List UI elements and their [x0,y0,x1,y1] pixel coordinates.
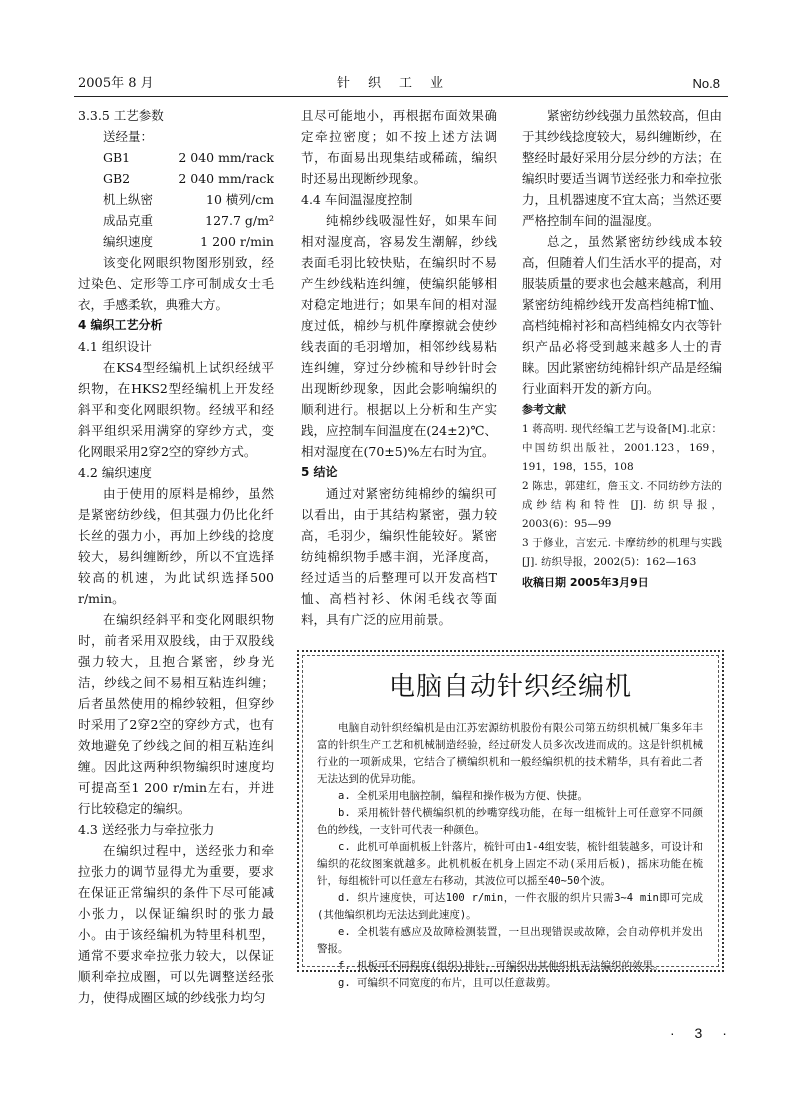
reference-item: 1 蒋高明. 现代经编工艺与设备[M].北京：中国纺织出版社，2001.123，169，191，198，155，108 [522,423,722,473]
param-value: 1 200 r/min [200,234,274,249]
header-issue: No.8 [692,76,720,91]
section-heading-4-1: 4.1 组织设计 [78,339,152,354]
paragraph-continued: 且尽可能地小，再根据布面效果确定牵拉密度；如不按上述方法调节，布面易出现集结或稀疏，编织时还易出现断纱现象。 [301,108,497,186]
param-value: 10 横列/cm [206,192,274,207]
paragraph: 总之，虽然紧密纺纱线成本较高，但随着人们生活水平的提高，对服装质量的要求也会越来越高，利用紧密纺纯棉纱线开发高档纯棉T恤、高档纯棉衬衫和高档纯棉女内衣等针织产品必将受到越来越多人士的青睐。因此紧密纺纯棉针织产品是经编行业面料开发的新方向。 [522,234,723,396]
param-value: 2 040 mm/rack [178,150,274,165]
ad-feature-item: g. 可编织不同宽度的布片，且可以任意裁剪。 [338,977,557,989]
paragraph: 在编织经斜平和变化网眼织物时，前者采用双股线，由于双股线强力较大，且抱合紧密，纱身光洁，纱线之间不易相互粘连纠缠；后者虽然使用的棉纱较粗，但穿纱时采用了2穿2空的穿纱方式，也有效地避免了纱线之间的相互粘连纠缠。因此这两种织物编织时速度均可提高至1 200 r/min左右，并进行比较稳定的编织。 [78,612,274,816]
ad-feature-item: d. 织片速度快，可达100 r/min，一件衣服的织片只需3~4 min即可完成(其他编织机均无法达到此速度)。 [317,892,703,921]
ad-feature-item: c. 此机可单面机板上针落片，梳针可由1-4组安装，梳针组装越多，可设计和编织的花纹图案就越多。此机机板在机身上固定不动(采用后板)，摇床功能在梳针，每组梳针可以任意左右移动，其波位可以摇至40~50个波。 [317,841,703,887]
parameter-list [78,147,274,252]
section-heading-4: 4 编织工艺分析 [78,318,163,332]
param-value: 2 040 mm/rack [178,171,274,186]
page-number: · 3 · [670,1025,735,1041]
reference-item: 2 陈忠，郭建红，詹玉文. 不同纺纱方法的成纱结构和特性 [J]. 纺织导报，2003(6)：95—99 [522,480,722,530]
reference-item: 3 于修业，言宏元. 卡摩纺纱的机理与实践[J]. 纺织导报，2002(5)：162—163 [522,537,722,568]
ad-feature-item: b. 采用梳针替代横编织机的纱嘴穿线功能，在每一组梳针上可任意穿不同颜色的纱线，一支针可代表一种颜色。 [317,807,703,836]
ad-feature-item: e. 全机装有感应及故障检测装置，一旦出现错误或故障，会自动停机并发出警报。 [317,926,703,955]
ad-feature-item: a. 全机采用电脑控制，编程和操作极为方便、快捷。 [338,790,588,802]
section-heading-5: 5 结论 [301,465,338,479]
ad-intro: 电脑自动针织经编机是由江苏宏源纺机股份有限公司第五纺织机械厂集多年丰富的针织生产工艺和机械制造经验，经过研发人员多次改进而成的。这是针织机械行业的一项新成果，它结合了横编织机和一般经编织机的技术精华，具有着此二者无法达到的优异功能。 [317,722,703,785]
header-journal: 针织工业 [337,76,462,91]
header-rule [74,96,728,97]
paragraph: 该变化网眼织物图形别致，经过染色、定形等工序可制成女士毛衣，手感柔软，典雅大方。 [78,255,274,312]
column-1 [78,105,274,1008]
paragraph: 由于使用的原料是棉纱，虽然是紧密纺纱线，但其强力仍比化纤长丝的强力小，再加上纱线的捻度较大，易纠缠断纱，所以不宜选择较高的机速，为此试织选择500 r/min。 [78,486,274,606]
header-date: 2005年 8 月 [78,76,154,91]
parameter-row [78,168,274,189]
parameter-row [78,231,274,252]
references-title: 参考文献 [522,403,566,416]
param-key: 编织速度 [103,234,154,249]
running-header [72,74,726,96]
param-key: 机上纵密 [103,192,154,207]
parameter-row [78,210,274,231]
ad-title: 电脑自动针织经编机 [388,672,632,702]
section-heading-4-4: 4.4 车间温湿度控制 [301,192,413,207]
paragraph: 在KS4型经编机上试织经绒平织物，在HKS2型经编机上开发经斜平和变化网眼织物。经绒平和经斜平组织采用满穿的穿纱方式，变化网眼采用2穿2空的穿纱方式。 [78,360,274,459]
ad-body [317,720,703,992]
ad-feature-item: f. 机板可不同程度(组织)排针，可编织出其他织机无法编织的效果。 [338,960,664,972]
column-3 [522,105,722,593]
param-key: 成品克重 [103,213,154,228]
received-date: 收稿日期 2005年3月9日 [522,576,649,589]
section-heading-4-3: 4.3 送经张力与牵拉张力 [78,822,215,837]
paragraph: 紧密纺纱线强力虽然较高，但由于其纱线捻度较大，易纠缠断纱，在整经时最好采用分层分纱的方法；在编织时要适当调节送经张力和牵拉张力，且机器速度不宜太高；当然还要严格控制车间的温湿度。 [522,108,723,228]
advertisement-box [297,650,724,989]
params-label: 送经量： [103,129,154,144]
paragraph: 在编织过程中，送经张力和牵拉张力的调节显得尤为重要，要求在保证正常编织的条件下尽可能减小张力，以保证编织时的张力最小。由于该经编机为特里科机型，通常不要求牵拉张力较大，以保证顺利牵拉成圈，可以先调整送经张力，使得成圈区域的纱线张力均匀 [78,843,274,1005]
section-heading-4-2: 4.2 编织速度 [78,465,152,480]
param-value: 127.7 g/m² [205,213,274,228]
section-heading-3-3-5: 3.3.5 工艺参数 [78,108,164,123]
parameter-row [78,189,274,210]
paragraph: 纯棉纱线吸湿性好，如果车间相对湿度高，容易发生潮解，纱线表面毛羽比较快贴，在编织时不易产生纱线粘连纠缠，使编织能够相对稳定地进行；如果车间的相对湿度过低，棉纱与机件摩擦就会使纱线表面的毛羽增加，相邻纱线易粘连纠缠，穿过分纱梳和导纱针时会出现断纱现象，因此会影响编织的顺利进行。根据以上分析和生产实践，应控制车间温度在(24±2)℃、相对湿度在(70±5)%左右时为宜。 [301,213,497,459]
param-key: GB2 [103,171,131,186]
column-2 [301,105,497,630]
param-key: GB1 [103,150,131,165]
parameter-row [78,147,274,168]
paragraph: 通过对紧密纺纯棉纱的编织可以看出，由于其结构紧密，强力较高，毛羽少，编织性能较好。紧密纺纯棉织物手感丰润，光泽度高，经过适当的后整理可以开发高档T恤、高档衬衫、休闲毛线衣等面料，具有广泛的应用前景。 [301,486,497,627]
